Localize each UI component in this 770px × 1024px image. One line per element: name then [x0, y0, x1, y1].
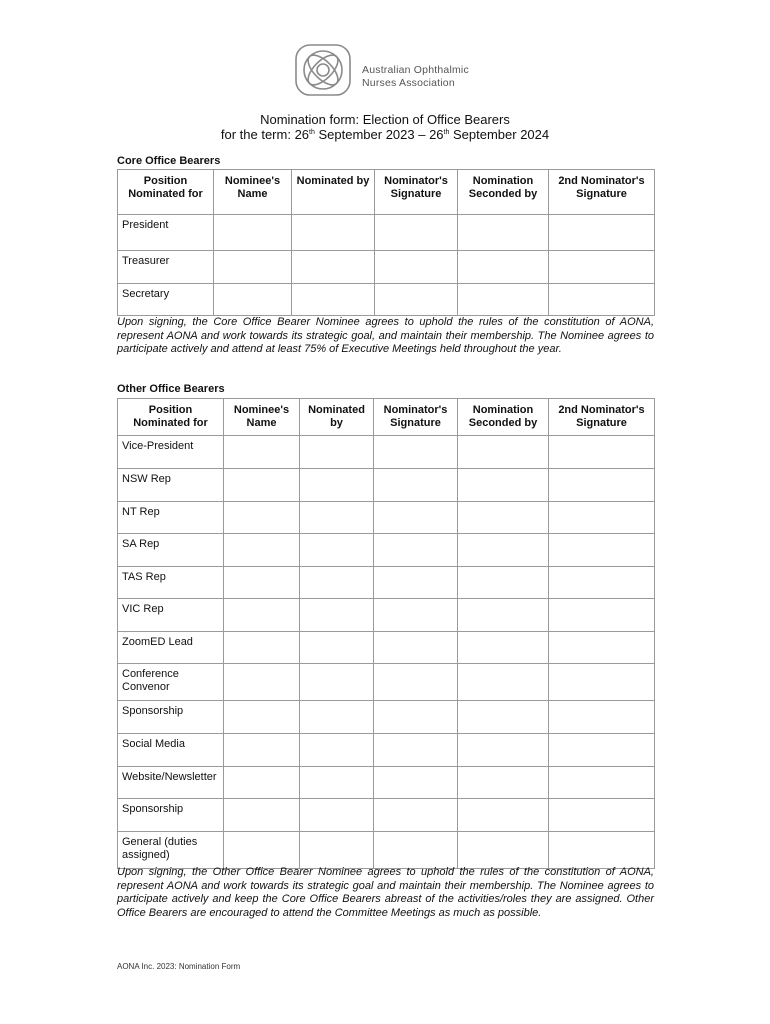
nominated-by-field[interactable]: [300, 469, 374, 502]
table-row: [118, 502, 655, 534]
second-nominator-signature-field[interactable]: [549, 632, 655, 664]
nominator-signature-field[interactable]: [375, 215, 458, 251]
nominated-by-field[interactable]: [300, 767, 374, 799]
organisation-name: [362, 64, 469, 90]
nominee-name-field[interactable]: [224, 469, 300, 502]
header-nominee-name: Nominee's Name: [224, 399, 300, 436]
nominated-by-field[interactable]: [300, 664, 374, 701]
seconded-by-field[interactable]: [458, 469, 549, 502]
position-cell: Sponsorship: [118, 701, 224, 734]
table-row: [118, 469, 655, 502]
position-cell: Secretary: [118, 284, 214, 316]
second-nominator-signature-field[interactable]: [549, 436, 655, 469]
second-nominator-signature-field[interactable]: [549, 832, 655, 869]
position-cell: President: [118, 215, 214, 251]
seconded-by-field[interactable]: [458, 701, 549, 734]
nominated-by-field[interactable]: [300, 632, 374, 664]
position-cell: TAS Rep: [118, 567, 224, 599]
position-cell: General (duties assigned): [118, 832, 224, 869]
nominator-signature-field[interactable]: [374, 767, 458, 799]
table-row: [118, 701, 655, 734]
table-row: [118, 632, 655, 664]
nominee-name-field[interactable]: [224, 701, 300, 734]
nominator-signature-field[interactable]: [374, 599, 458, 632]
seconded-by-field[interactable]: [458, 502, 549, 534]
position-cell: Conference Convenor: [118, 664, 224, 701]
seconded-by-field[interactable]: [458, 436, 549, 469]
org-name-line2: Nurses Association: [362, 77, 455, 89]
position-cell: Website/Newsletter: [118, 767, 224, 799]
nominee-name-field[interactable]: [224, 832, 300, 869]
header-second-nominator-signature: 2nd Nominator's Signature: [549, 399, 655, 436]
nominee-name-field[interactable]: [224, 664, 300, 701]
nominee-name-field[interactable]: [224, 436, 300, 469]
table-row: [118, 534, 655, 567]
nominated-by-field[interactable]: [292, 284, 375, 316]
table-row: [118, 734, 655, 767]
position-cell: VIC Rep: [118, 599, 224, 632]
nominated-by-field[interactable]: [300, 534, 374, 567]
other-office-bearers-table: [117, 398, 655, 869]
nominated-by-field[interactable]: [300, 502, 374, 534]
header-second-nominator-signature: 2nd Nominator's Signature: [549, 170, 655, 215]
second-nominator-signature-field[interactable]: [549, 599, 655, 632]
nominator-signature-field[interactable]: [375, 251, 458, 284]
nominator-signature-field[interactable]: [374, 502, 458, 534]
nominated-by-field[interactable]: [300, 701, 374, 734]
header-seconded-by: Nomination Seconded by: [458, 170, 549, 215]
seconded-by-field[interactable]: [458, 664, 549, 701]
second-nominator-signature-field[interactable]: [549, 502, 655, 534]
nominator-signature-field[interactable]: [374, 734, 458, 767]
table-row: [118, 284, 655, 316]
nominated-by-field[interactable]: [300, 799, 374, 832]
table-row: [118, 767, 655, 799]
nominated-by-field[interactable]: [300, 734, 374, 767]
page-footer: AONA Inc. 2023: Nomination Form: [117, 962, 241, 971]
nominator-signature-field[interactable]: [374, 567, 458, 599]
header-nominated-by: Nominated by: [300, 399, 374, 436]
seconded-by-field[interactable]: [458, 567, 549, 599]
position-cell: SA Rep: [118, 534, 224, 567]
seconded-by-field[interactable]: [458, 832, 549, 869]
nominated-by-field[interactable]: [300, 832, 374, 869]
second-nominator-signature-field[interactable]: [549, 701, 655, 734]
position-cell: ZoomED Lead: [118, 632, 224, 664]
nominated-by-field[interactable]: [300, 567, 374, 599]
nominee-name-field[interactable]: [214, 251, 292, 284]
position-cell: Sponsorship: [118, 799, 224, 832]
core-office-bearers-table: [117, 169, 655, 316]
nominee-name-field[interactable]: [224, 567, 300, 599]
nominator-signature-field[interactable]: [374, 632, 458, 664]
table-row: [118, 799, 655, 832]
nominator-signature-field[interactable]: [374, 664, 458, 701]
nominated-by-field[interactable]: [300, 436, 374, 469]
second-nominator-signature-field[interactable]: [549, 251, 655, 284]
core-office-bearers-heading: Core Office Bearers: [117, 155, 221, 167]
nominee-name-field[interactable]: [224, 502, 300, 534]
nominator-signature-field[interactable]: [374, 799, 458, 832]
second-nominator-signature-field[interactable]: [549, 534, 655, 567]
nominee-name-field[interactable]: [224, 599, 300, 632]
aona-logo-icon: [293, 42, 353, 98]
table-header-row: [118, 399, 655, 436]
org-name-line1: Australian Ophthalmic: [362, 64, 469, 76]
nominated-by-field[interactable]: [292, 251, 375, 284]
nominator-signature-field[interactable]: [374, 832, 458, 869]
seconded-by-field[interactable]: [458, 799, 549, 832]
nominator-signature-field[interactable]: [374, 534, 458, 567]
table-row: [118, 664, 655, 701]
nominator-signature-field[interactable]: [375, 284, 458, 316]
header-nominator-signature: Nominator's Signature: [375, 170, 458, 215]
position-cell: Treasurer: [118, 251, 214, 284]
seconded-by-field[interactable]: [458, 734, 549, 767]
second-nominator-signature-field[interactable]: [549, 734, 655, 767]
nominee-name-field[interactable]: [224, 632, 300, 664]
seconded-by-field[interactable]: [458, 632, 549, 664]
table-header-row: [118, 170, 655, 215]
header-nominated-by: Nominated by: [292, 170, 375, 215]
nominated-by-field[interactable]: [292, 215, 375, 251]
header-seconded-by: Nomination Seconded by: [458, 399, 549, 436]
second-nominator-signature-field[interactable]: [549, 664, 655, 701]
nominated-by-field[interactable]: [300, 599, 374, 632]
second-nominator-signature-field[interactable]: [549, 215, 655, 251]
seconded-by-field[interactable]: [458, 767, 549, 799]
table-row: [118, 436, 655, 469]
header-position: Position Nominated for: [118, 170, 214, 215]
nominee-name-field[interactable]: [214, 284, 292, 316]
position-cell: Social Media: [118, 734, 224, 767]
header-nominator-signature: Nominator's Signature: [374, 399, 458, 436]
seconded-by-field[interactable]: [458, 215, 549, 251]
position-cell: NT Rep: [118, 502, 224, 534]
header-position: Position Nominated for: [118, 399, 224, 436]
nominee-name-field[interactable]: [224, 534, 300, 567]
table-row: [118, 251, 655, 284]
nominator-signature-field[interactable]: [374, 701, 458, 734]
position-cell: NSW Rep: [118, 469, 224, 502]
table-row: [118, 832, 655, 869]
form-title: Nomination form: Election of Office Bearers: [260, 112, 510, 127]
core-office-bearer-agreement: Upon signing, the Core Office Bearer Nominee agrees to uphold the rules of the constitution of AONA, represent AONA and work towards its strategic goal, and maintain their membership. The Nominee agrees to participate actively and attend at least 75% of Executive Meetings held throughout the year.: [117, 316, 654, 355]
other-office-bearer-agreement: Upon signing, the Other Office Bearer Nominee agrees to uphold the rules of the constitution of AONA, represent AONA and work towards its strategic goal and maintain their membership. The Nominee agrees to participate actively and keep the Core Office Bearers abreast of the activities/roles they are assigned. Other Office Bearers are encouraged to attend the Committee Meetings as much as possible.: [117, 866, 654, 919]
table-row: [118, 567, 655, 599]
other-office-bearers-heading: Other Office Bearers: [117, 383, 225, 395]
table-row: [118, 599, 655, 632]
seconded-by-field[interactable]: [458, 284, 549, 316]
nominator-signature-field[interactable]: [374, 469, 458, 502]
second-nominator-signature-field[interactable]: [549, 567, 655, 599]
form-term: for the term: 26th September 2023 – 26th September 2024: [220, 127, 550, 142]
nominator-signature-field[interactable]: [374, 436, 458, 469]
nominee-name-field[interactable]: [214, 215, 292, 251]
seconded-by-field[interactable]: [458, 534, 549, 567]
nominee-name-field[interactable]: [224, 734, 300, 767]
other-office-bearers-rows: [118, 436, 655, 869]
nominee-name-field[interactable]: [224, 799, 300, 832]
second-nominator-signature-field[interactable]: [549, 767, 655, 799]
nominee-name-field[interactable]: [224, 767, 300, 799]
table-row: [118, 215, 655, 251]
seconded-by-field[interactable]: [458, 599, 549, 632]
header-nominee-name: Nominee's Name: [214, 170, 292, 215]
second-nominator-signature-field[interactable]: [549, 799, 655, 832]
second-nominator-signature-field[interactable]: [549, 469, 655, 502]
seconded-by-field[interactable]: [458, 251, 549, 284]
second-nominator-signature-field[interactable]: [549, 284, 655, 316]
position-cell: Vice-President: [118, 436, 224, 469]
